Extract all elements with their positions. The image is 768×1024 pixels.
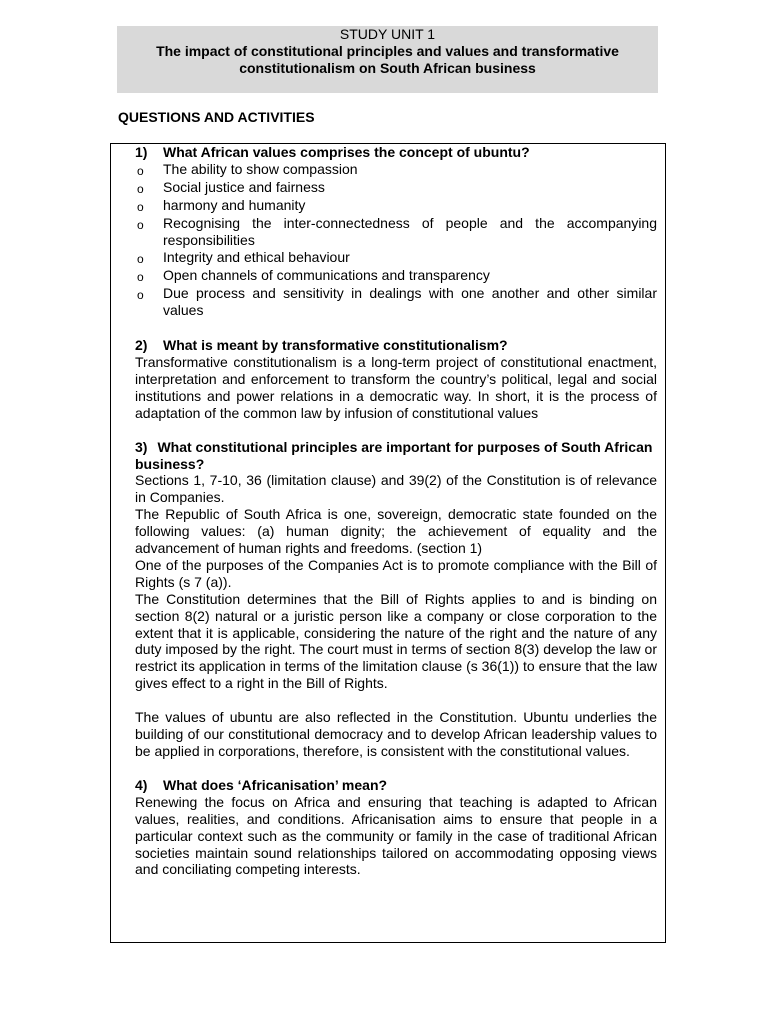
list-item: o Integrity and ethical behaviour — [135, 249, 657, 266]
answer-paragraph: One of the purposes of the Companies Act is to promote compliance with the Bill of Rights (s 7 (a)). — [135, 556, 657, 590]
list-item: o harmony and humanity — [135, 197, 657, 214]
question-text: What African values comprises the concept of ubuntu? — [163, 144, 530, 160]
question-2 — [135, 337, 657, 354]
question-number: 1) — [135, 144, 148, 160]
question-number: 2) — [135, 337, 148, 354]
ubuntu-values-list — [135, 161, 657, 319]
question-1 — [135, 144, 657, 161]
answer-paragraph: The Constitution determines that the Bill of Rights applies to and is binding on section 8(2) natural or a juristic person like a company or close corporation to the extent that it is applicable, considering the nature of the right and the nature of any duty imposed by the right. The court must in terms of section 8(3) develop the law or restrict its application in terms of the limitation clause (s 36(1)) to ensure that the law gives effect to a right in the Bill of Rights. — [135, 590, 657, 692]
answer-paragraph: Renewing the focus on Africa and ensuring that teaching is adapted to African values, realities, and conditions. Africanisation aims to ensure that people in a particular context such as the community or family in the case of traditional African societies maintain sound relationships tailored on accommodating opposing views and conciliating competing interests. — [135, 793, 657, 878]
study-unit-header — [117, 26, 658, 93]
question-4 — [135, 777, 657, 794]
questions-content — [135, 144, 657, 878]
answer-paragraph: Transformative constitutionalism is a long-term project of constitutional enactment, interpretation and enforcement to transform the country’s political, legal and social institutions and power relations in a democratic way. In short, it is the process of adaptation of the common law by infusion of constitutional values — [135, 353, 657, 421]
list-item: o Open channels of communications and transparency — [135, 267, 657, 284]
section-heading: QUESTIONS AND ACTIVITIES — [118, 109, 315, 125]
list-item: o Due process and sensitivity in dealings with one another and other similar values — [135, 285, 657, 319]
question-text: What is meant by transformative constitutionalism? — [163, 337, 508, 354]
answer-paragraph: The values of ubuntu are also reflected in the Constitution. Ubuntu underlies the building of our constitutional democracy and to develop African leadership values to be applied in corporations, therefore, is consistent with the constitutional values. — [135, 709, 657, 759]
question-number: 4) — [135, 776, 148, 793]
list-item: o Social justice and fairness — [135, 179, 657, 196]
question-number: 3) — [135, 438, 148, 455]
list-item: o Recognising the inter-connectedness of people and the accompanying responsibilities — [135, 215, 657, 249]
question-3 — [135, 439, 657, 473]
study-unit-label: STUDY UNIT 1 — [339, 26, 436, 42]
question-text: What does ‘Africanisation’ mean? — [163, 776, 388, 793]
answer-paragraph: The Republic of South Africa is one, sovereign, democratic state founded on the following values: (a) human dignity; the achievement of equality and the advancement of human rights and freedoms. (section 1) — [135, 506, 657, 557]
list-item: o The ability to show compassion — [135, 161, 657, 178]
question-text: What constitutional principles are important for purposes of South African business? — [135, 438, 653, 472]
answer-paragraph: Sections 1, 7-10, 36 (limitation clause) and 39(2) of the Constitution is of relevance in Companies. — [135, 472, 657, 506]
study-unit-title: The impact of constitutional principles and values and transformative constitutionalism on South African business — [156, 43, 619, 76]
